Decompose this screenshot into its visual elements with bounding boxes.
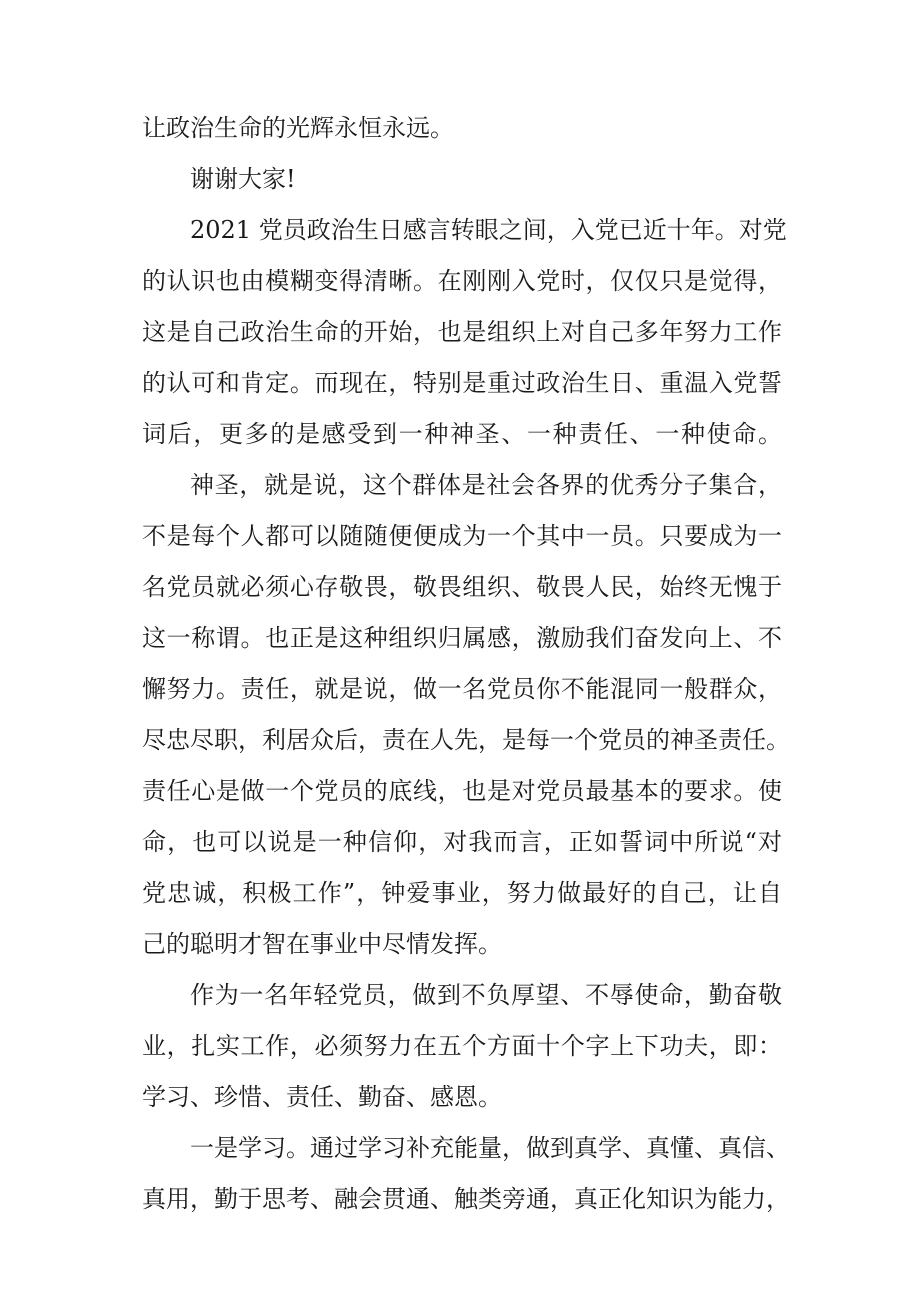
text-line: 一是学习。通过学习补充能量，做到真学、真懂、真信、 <box>190 1134 790 1162</box>
text-line: 党忠诚，积极工作”，钟爱事业，努力做最好的自己，让自 <box>142 879 782 907</box>
text-line: 的认识也由模糊变得清晰。在刚刚入党时，仅仅只是觉得， <box>142 267 782 295</box>
text-line: 这是自己政治生命的开始，也是组织上对自己多年努力工作 <box>142 318 782 346</box>
text-line: 的认可和肯定。而现在，特别是重过政治生日、重温入党誓 <box>142 369 782 397</box>
text-line: 这一称谓。也正是这种组织归属感，激励我们奋发向上、不 <box>142 624 782 652</box>
text-line: 学习、珍惜、责任、勤奋、感恩。 <box>142 1083 502 1111</box>
text-line: 尽忠尽职，利居众后，责在人先，是每一个党员的神圣责任。 <box>142 726 790 754</box>
text-line: 谢谢大家! <box>190 165 296 193</box>
text-line: 己的聪明才智在事业中尽情发挥。 <box>142 930 502 958</box>
text-line: 让政治生命的光辉永恒永远。 <box>142 114 454 142</box>
text-line: 责任心是做一个党员的底线，也是对党员最基本的要求。使 <box>142 777 782 805</box>
text-line: 命，也可以说是一种信仰，对我而言，正如誓词中所说“对 <box>142 828 782 856</box>
text-line: 2021 党员政治生日感言转眼之间，入党已近十年。对党 <box>190 216 787 244</box>
text-line: 真用，勤于思考、融会贯通、触类旁通，真正化知识为能力， <box>142 1185 790 1213</box>
text-line: 业，扎实工作，必须努力在五个方面十个字上下功夫，即： <box>142 1032 782 1060</box>
text-line: 懈努力。责任，就是说，做一名党员你不能混同一般群众， <box>142 675 782 703</box>
text-line: 作为一名年轻党员，做到不负厚望、不辱使命，勤奋敬 <box>190 981 782 1009</box>
text-line: 神圣，就是说，这个群体是社会各界的优秀分子集合， <box>190 471 782 499</box>
text-line: 不是每个人都可以随随便便成为一个其中一员。只要成为一 <box>142 522 782 550</box>
text-line: 名党员就必须心存敬畏，敬畏组织、敬畏人民，始终无愧于 <box>142 573 782 601</box>
text-line: 词后，更多的是感受到一种神圣、一种责任、一种使命。 <box>142 420 782 448</box>
